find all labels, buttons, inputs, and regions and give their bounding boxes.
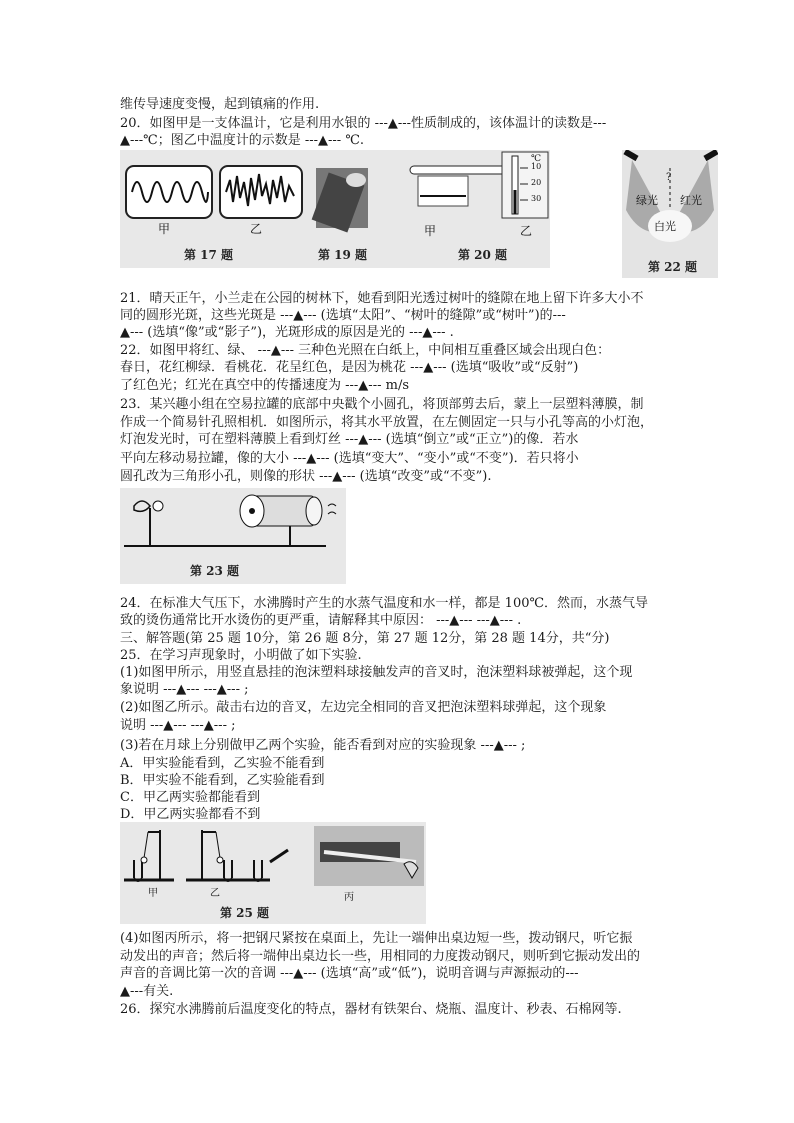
fig20-caption: 第 20 题: [458, 248, 508, 262]
text-line: (1)如图甲所示，用竖直悬挂的泡沫塑料球接触发声的音叉时，泡沫塑料球被弹起，这个现: [120, 665, 633, 680]
text-line: 春日，花红柳绿．看桃花．花呈红色，是因为桃花 ---▲--- (选填“吸收”或“反射”): [120, 360, 579, 375]
figure-25: [120, 822, 426, 924]
fig25-caption: 第 25 题: [220, 906, 270, 920]
text-line: 动发出的声音；然后将一端伸出桌边长一些，用相同的力度拨动钢尺，则听到它振动发出的: [120, 949, 641, 964]
text-line: ▲--- (选填“像”或“影子”)，光斑形成的原因是光的 ---▲--- .: [120, 325, 454, 340]
fig22-red: 红光: [680, 194, 702, 207]
text-line: 象说明 ---▲--- ---▲--- ;: [120, 682, 249, 697]
text-line: 作成一个简易针孔照相机．如图所示，将其水平放置，在左侧固定一只与小孔等高的小灯泡，: [120, 415, 654, 430]
fig17-label-a: 甲: [158, 222, 171, 236]
figure-17-19-20-strip: [120, 150, 550, 268]
text-line: 维传导速度变慢，起到镇痛的作用.: [120, 97, 320, 112]
fig22-caption: 第 22 题: [648, 260, 698, 274]
text-line: 26．探究水沸腾前后温度变化的特点，器材有铁架台、烧瓶、温度计、秒表、石棉网等.: [120, 1002, 622, 1017]
fig25-label-a: 甲: [148, 888, 158, 899]
fig17-label-b: 乙: [250, 222, 263, 236]
text-line: (2)如图乙所示。敲击右边的音叉，左边完全相同的音叉把泡沫塑料球弹起，这个现象: [120, 700, 607, 715]
text-line: 23．某兴趣小组在空易拉罐的底部中央戳个小圆孔，将顶部剪去后，蒙上一层塑料薄膜，制: [120, 397, 644, 412]
text-line: 24．在标准大气压下，水沸腾时产生的水蒸气温度和水一样，都是 100℃．然而，水蒸气导: [120, 596, 649, 611]
text-line: 20．如图甲是一支体温计，它是利用水银的 ---▲---性质制成的，该体温计的读数是---: [120, 116, 607, 131]
text-line: 声音的音调比第一次的音调 ---▲--- (选填“高”或“低”)，说明音调与声源振动的---: [120, 966, 579, 981]
fig20-tick: 20: [531, 178, 542, 187]
text-line: (4)如图丙所示，将一把钢尺紧按在桌面上，先让一端伸出桌边短一些，拨动钢尺，听它振: [120, 931, 633, 946]
figure-23: [120, 488, 346, 584]
tuning-fork-figure: [120, 822, 426, 924]
text-line: 灯泡发光时，可在塑料薄膜上看到灯丝 ---▲--- (选填“倒立”或“正立”)的像．若水: [120, 432, 579, 447]
text-line: (3)若在月球上分别做甲乙两个实验，能否看到对应的实验现象 ---▲--- ;: [120, 738, 526, 753]
text-line: 21．晴天正午，小兰走在公园的树林下，她看到阳光透过树叶的缝隙在地上留下许多大小不: [120, 291, 644, 306]
text-line: 同的圆形光斑，这些光斑是 ---▲--- (选填“太阳”、“树叶的缝隙”或“树叶”)的---: [120, 308, 566, 323]
fig20-tick: 10: [531, 162, 542, 171]
section-heading: 三、解答题(第 25 题 10分，第 26 题 8分，第 27 题 12分，第 28 题 14分，共“分): [120, 631, 610, 646]
text-line: ▲---℃；图乙中温度计的示数是 ---▲--- ℃.: [120, 133, 365, 148]
text-line: 25．在学习声现象时，小明做了如下实验.: [120, 648, 362, 663]
option-b: B．甲实验不能看到，乙实验能看到: [120, 773, 325, 788]
text-line: 圆孔改为三角形小孔，则像的形状 ---▲--- (选填“改变”或“不变”).: [120, 469, 492, 484]
text-line: 平向左移动易拉罐，像的大小 ---▲--- (选填“变大”、“变小”或“不变”)．若只将小: [120, 451, 579, 466]
text-line: 说明 ---▲--- ---▲--- ;: [120, 718, 236, 733]
figure-22: [622, 150, 718, 278]
fig22-green: 绿光: [636, 194, 658, 207]
text-line: 22．如图甲将红、绿、 ---▲--- 三种色光照在白纸上，中间相互重叠区域会出现白色：: [120, 343, 611, 358]
fig20-tick: 30: [531, 194, 542, 203]
fig22-white: 白光: [654, 220, 676, 233]
fig19-caption: 第 19 题: [318, 248, 368, 262]
option-d: D．甲乙两实验都看不到: [120, 807, 261, 822]
option-a: A．甲实验能看到，乙实验不能看到: [120, 756, 325, 771]
fig25-label-c: 丙: [344, 892, 354, 903]
fig20-label-b: 乙: [520, 224, 533, 238]
text-line: 致的烫伤通常比开水烫伤的更严重，请解释其中原因： ---▲--- ---▲--- .: [120, 613, 522, 628]
text-line: ▲---有关.: [120, 984, 174, 999]
option-c: C．甲乙两实验都能看到: [120, 790, 260, 805]
text-line: 了红色光；红光在真空中的传播速度为 ---▲--- m/s: [120, 378, 409, 393]
fig17-caption: 第 17 题: [184, 248, 234, 262]
fig22-q: ?: [666, 172, 672, 183]
fig20-label-a: 甲: [424, 224, 437, 238]
fig25-label-b: 乙: [210, 888, 220, 899]
fig23-caption: 第 23 题: [190, 564, 240, 578]
fig20-unit: ℃: [531, 154, 542, 164]
